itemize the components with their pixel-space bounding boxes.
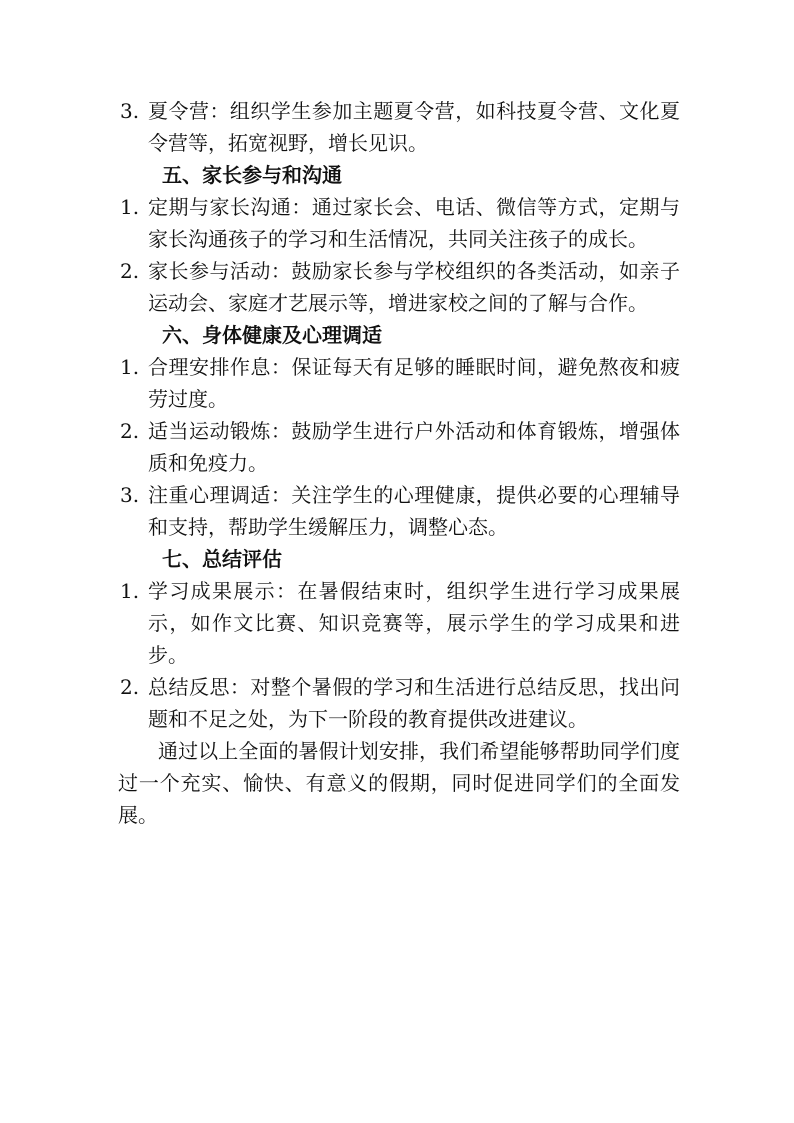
section-heading: 七、总结评估 <box>162 547 282 571</box>
list-number: 3. <box>120 483 140 507</box>
list-item <box>120 255 680 319</box>
section-heading: 六、身体健康及心理调适 <box>162 323 382 347</box>
list-number: 2. <box>120 675 140 699</box>
list-item <box>120 671 680 735</box>
list-item <box>120 191 680 255</box>
document-body <box>120 95 680 831</box>
list-number: 1. <box>120 355 140 379</box>
list-item <box>120 351 680 415</box>
list-number: 2. <box>120 259 140 283</box>
list-item <box>120 575 680 671</box>
list-text: 注重心理调适：关注学生的心理健康，提供必要的心理辅导和支持，帮助学生缓解压力，调整心态。 <box>148 483 680 539</box>
list-text: 定期与家长沟通：通过家长会、电话、微信等方式，定期与家长沟通孩子的学习和生活情况，共同关注孩子的成长。 <box>148 195 680 251</box>
list-text: 适当运动锻炼：鼓励学生进行户外活动和体育锻炼，增强体质和免疫力。 <box>148 419 680 475</box>
list-number: 3. <box>120 99 140 123</box>
section-heading: 五、家长参与和沟通 <box>162 163 342 187</box>
list-text: 夏令营：组织学生参加主题夏令营，如科技夏令营、文化夏令营等，拓宽视野，增长见识。 <box>148 99 680 155</box>
closing-paragraph: 通过以上全面的暑假计划安排，我们希望能够帮助同学们度过一个充实、愉快、有意义的假期，同时促进同学们的全面发展。 <box>118 739 680 827</box>
list-text: 家长参与活动：鼓励家长参与学校组织的各类活动，如亲子运动会、家庭才艺展示等，增进家校之间的了解与合作。 <box>148 259 680 315</box>
list-text: 总结反思：对整个暑假的学习和生活进行总结反思，找出问题和不足之处，为下一阶段的教育提供改进建议。 <box>148 675 680 731</box>
list-number: 1. <box>120 579 140 603</box>
list-number: 2. <box>120 419 140 443</box>
list-item <box>120 479 680 543</box>
list-number: 1. <box>120 195 140 219</box>
list-text: 学习成果展示：在暑假结束时，组织学生进行学习成果展示，如作文比赛、知识竞赛等，展示学生的学习成果和进步。 <box>148 579 680 667</box>
list-text: 合理安排作息：保证每天有足够的睡眠时间，避免熬夜和疲劳过度。 <box>148 355 680 411</box>
list-item <box>120 95 680 159</box>
list-item <box>120 415 680 479</box>
